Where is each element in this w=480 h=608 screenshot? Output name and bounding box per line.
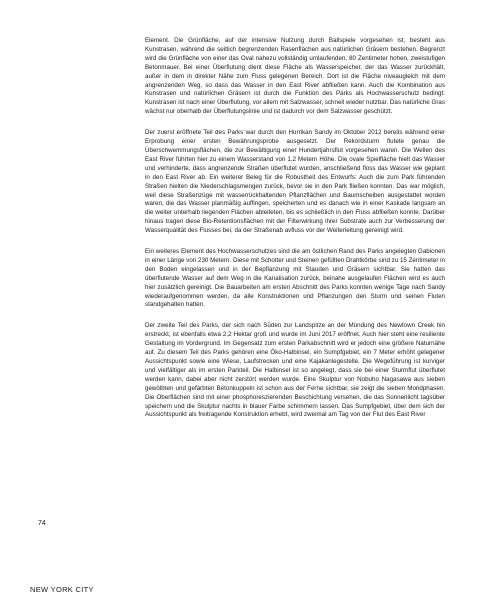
body-paragraph: Der zweite Teil des Parks, der sich nach Süden zur Landspitze an der Mündung des Newtown Creek hin erstreckt, ist ebenfalls etwa 2,2 Hektar groß und wurde im Juni 2017 eröffnet. Auch hier steht eine resiliente Gestaltung im Vordergrund. Im Gegensatz zum ersten Parkabschnitt wird er jedoch eine größere Naturnähe auf. Zu diesem Teil des Parks gehören eine Öko-Halbinsel, ein Sumpfgebiet, ein 7 Meter erhöht gelegener Aussichtspunkt sowie eine Wiese, Laufstrecken und eine Kajakanlegestelle. Die Wegeführung ist kurviger und vielfältiger als im ersten Parkteil. Die Halbinsel ist so angelegt, dass sie bei einer Sturmflut überflutet werden kann, dabei aber nicht zerstört werden wurde. Eine Skulptur von Nobuho Nagasawa aus sieben gewölbten und gefärbten Betonkuppeln ist schon aus der Ferne sichtbar, sie zeigt die sieben Mondphasen. Die Oberflächen sind mit einer phosphoreszierenden Beschichtung versehen, die das Sonnenlicht tagsüber speichern und die Skulptur nachts in blauer Farbe schimmern lassen. Das Sumpfgebiet, über dem sich der Aussichtspunkt als freitragende Konstruktion erhebt, wird zweimal am Tag von der Flut des East River bbox=[145, 322, 445, 419]
running-footer-title: NEW YORK CITY bbox=[30, 585, 94, 594]
body-paragraph: Element. Die Grünfläche, auf der intensive Nutzung durch Ballspiele vorgesehen ist, besteht aus Kunstrasen, während die seitlich begrenzenden Rasenflächen aus natürlichen Gräsern bestehen. Begrenzt wird die Grünfläche von einer das Oval nahezu vollständig umlaufenden, 80 Zentimeter hohen, zweistufigen Betonmauer. Bei einer Überflutung dient diese Fläche als Wasserspeicher, der das Wasser zurückhält, außer in dem in direkter Nähe zum Fluss gelegenen Bereich. Dort ist die Fläche niveaugleich mit dem angrenzenden Weg, so dass das Wasser in den East River abfließen kann. Auch die Kombination aus Kunstrasen und natürlichen Gräsern ist durch die Funktion des Parks als Hochwasserschutz bedingt: Kunstrasen ist nach einer Überflutung, vor allem mit Salzwasser, schnell wieder nutzbar. Das natürliche Gras wächst nur oberhalb der Überflutungslinie und ist dadurch vor dem Salzwasser geschützt. bbox=[145, 37, 445, 116]
page-number: 74 bbox=[38, 520, 46, 527]
body-paragraph: Ein weiteres Element des Hochwasserschutzes sind die am östlichen Rand des Parks angelegten Gabionen in einer Länge von 230 Metern. Diese mit Schotter und Steinen gefüllten Drahtkörbe sind zu 15 Zentimeter in den Boden eingelassen und in der Bepflanzung mit Stauden und Gräsern sichtbar. Sie hatten das überflutende Wasser auf dem Weg in die Kanalisation zurück, beinahe ausgelaufen Flächen wird es auch hier zusätzlich gereinigt. Die Bauarbeiten am ersten Abschnitt des Parks konnten wenige Tage nach Sandy wiederaufgenommen werden, da alle Konstruktionen und Pflanzungen den Sturm und seinen Fluten standgehalten hatten. bbox=[145, 248, 445, 309]
body-paragraph: Der zuerst eröffnete Teil des Parks war durch den Hurrikan Sandy im Oktober 2012 bereits während einer Erprobung einer ersten Bewährungsprobe ausgesetzt. Der Rekordsturm flutete genau die Überschwemmungsflächen, die zur Bewältigung einer Hundertjahrsflut vorgesehen waren. Die Wellen des East River führten hier zu einem Wasserstand von 1,2 Metern Höhe. Die ovale Spielfläche hielt das Wasser und verhinderte, dass angrenzende Straßen überflutet wurden, anschließend floss das Wasser wie geplant in den East River ab. Ein weiterer Beleg für die Robustheit des Entwurfs: Auch die zum Park führenden Straßen hielten die Niederschlagsmengen zurück, bevor sie in den Park fließen konnten. Das war möglich, weil diese Straßenzüge mit wasserrückhaltenden Pflanzflächen und Baumscheiben ausgestattet worden waren, die das Wasser planmäßig auffingen, speicherten und es danach wie in einer Kaskade langsam an die weiter unterhalb liegenden Flächen ableiteten, bis es schließlich in den Fluss abfließen konnte. Darüber hinaus tragen diese Bio-Retentionsflächen mit der Filterwirkung ihrer Substrate auch zur Verbesserung der Wasserqualität des Flusses bei, da der Straßenab avfluss vor der Weiterleitung gereinigt wird. bbox=[145, 129, 445, 235]
body-text-column bbox=[145, 37, 445, 420]
